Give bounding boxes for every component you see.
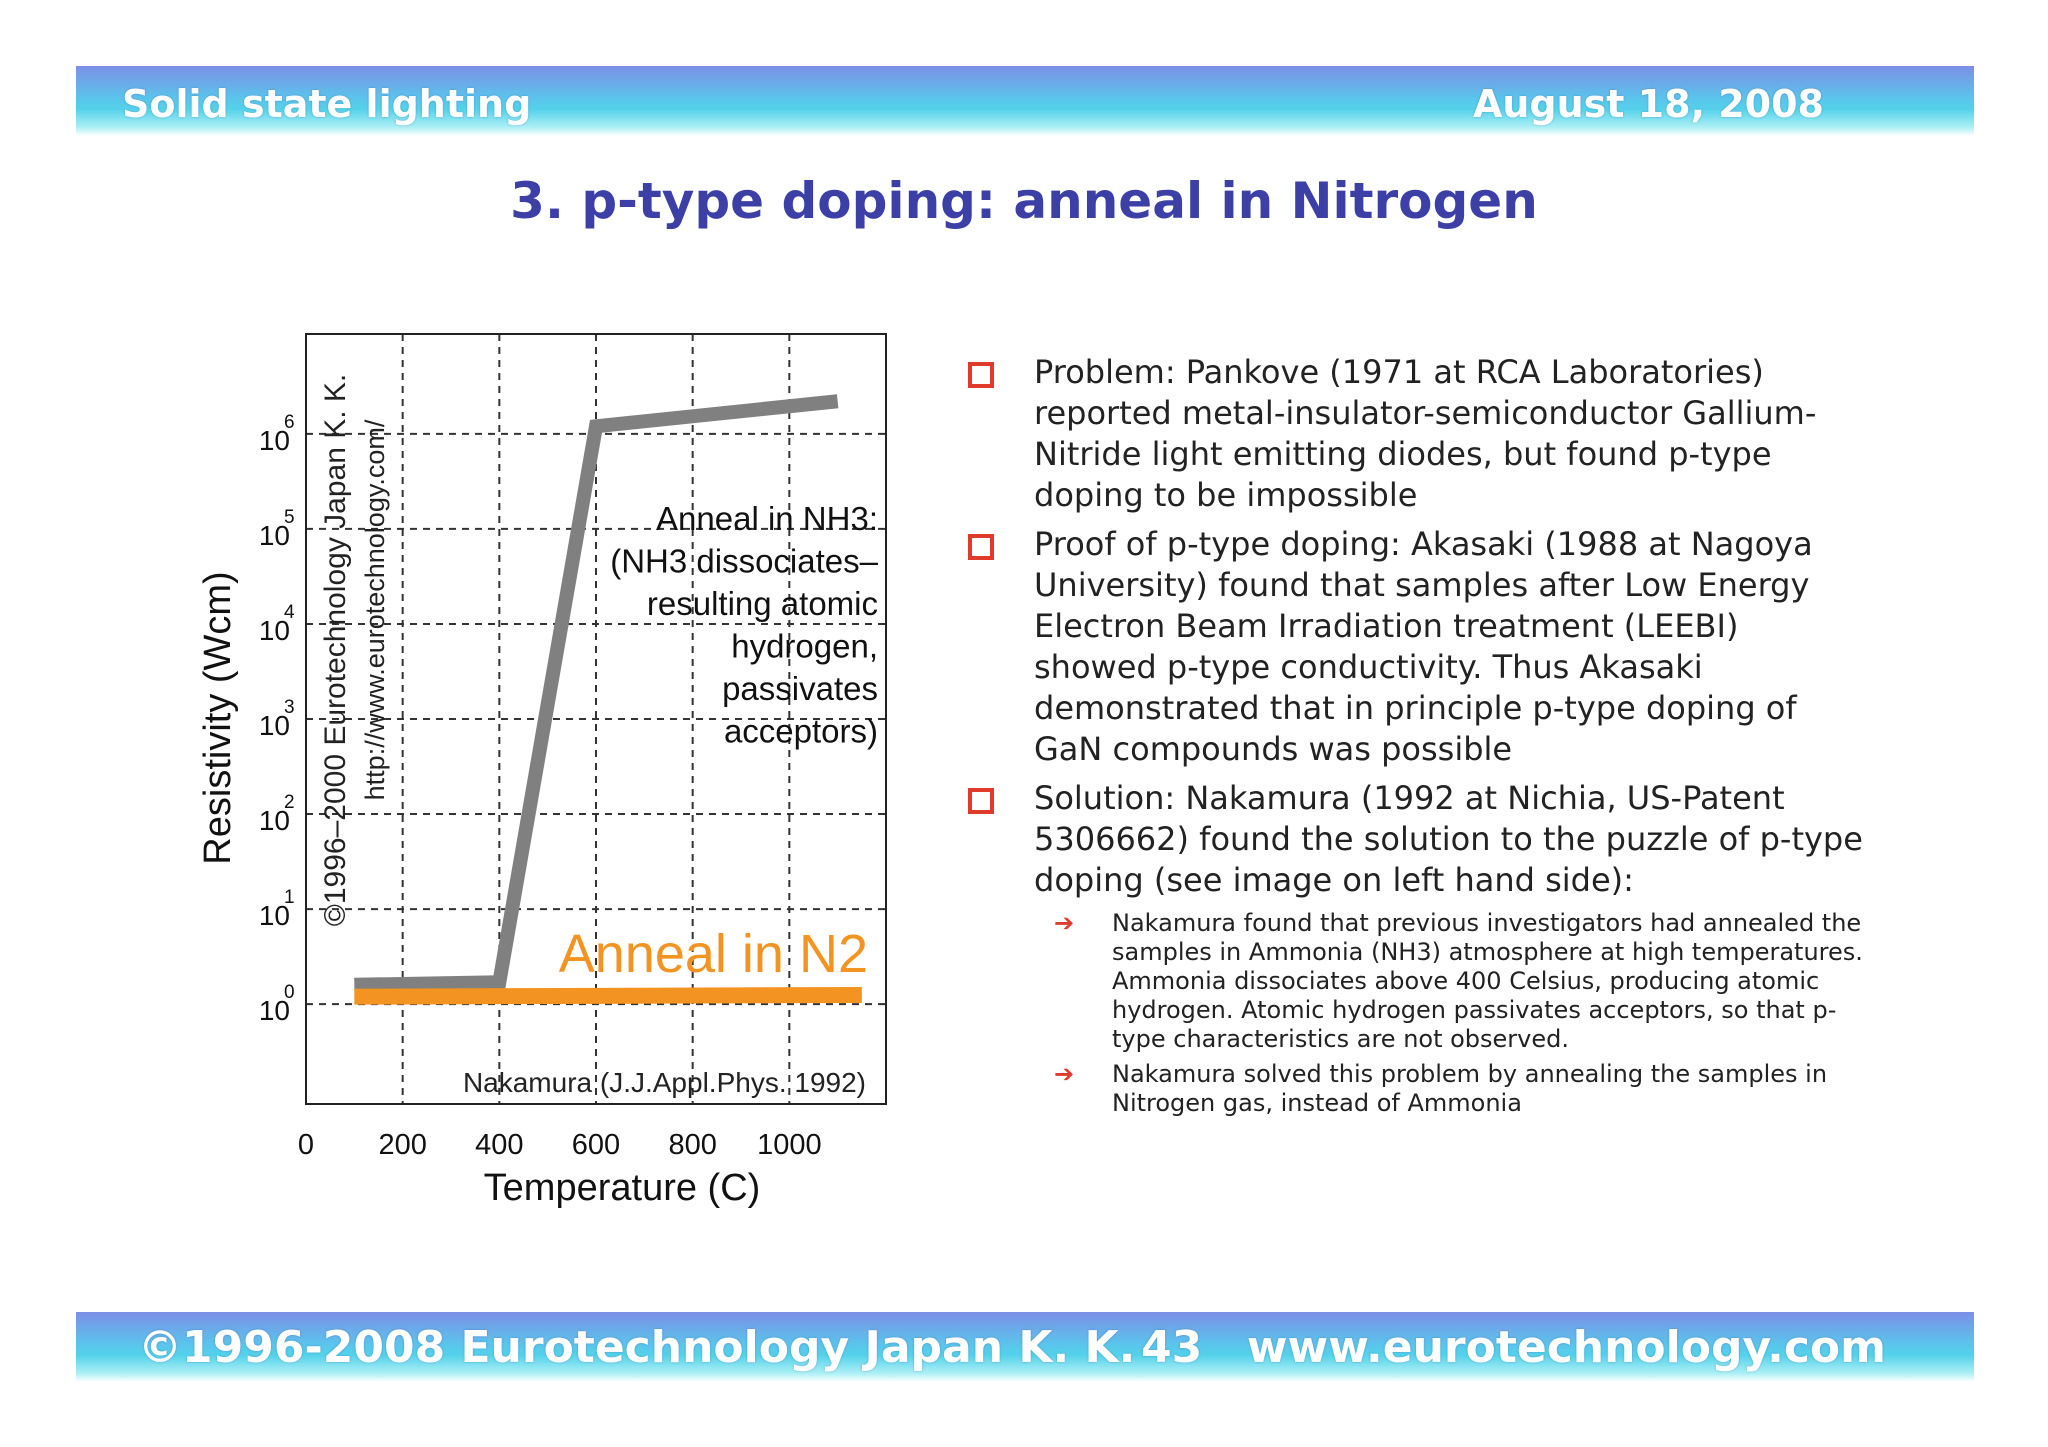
x-tick-label: 0 (297, 1129, 315, 1161)
y-tick-exponent: 4 (284, 601, 295, 623)
bullet-text: Proof of p-type doping: Akasaki (1988 at Nagoya University) found that samples after Low Energy Electron Beam Irradiation treatment (LEEBI) showed p-type conductivity. Thus Akasaki demonstrated that in principle p-type doping of GaN compounds was possible (1034, 525, 1813, 768)
square-bullet-icon (968, 362, 994, 388)
square-bullet-icon (968, 534, 994, 560)
chart-url-text: http://www.eurotechnology.com/ (360, 419, 390, 801)
page-number: 43 (1141, 1322, 1203, 1373)
y-tick-label: 10 (258, 995, 290, 1027)
y-tick-label: 10 (258, 614, 290, 646)
sub-bullet-text: Nakamura solved this problem by annealing the samples in Nitrogen gas, instead of Ammonia (1112, 1060, 1828, 1117)
chart-copyright-text: ©1996–2000 Eurotechnology Japan K. K. (319, 373, 352, 927)
y-tick-exponent: 3 (284, 697, 295, 718)
bullet-list (968, 352, 1868, 1118)
sub-bullet (968, 1060, 1868, 1118)
y-tick-exponent: 6 (284, 411, 295, 433)
x-tick-label: 200 (378, 1129, 427, 1161)
square-bullet-icon (968, 788, 994, 814)
source-note: Nakamura (J.J.Appl.Phys. 1992) (462, 1067, 866, 1098)
nh3-annotation-line: hydrogen, (731, 627, 878, 665)
y-tick-exponent: 5 (284, 506, 295, 528)
y-tick-label: 10 (258, 900, 290, 932)
x-tick-labels (298, 1129, 822, 1161)
y-tick-exponent: 0 (284, 982, 295, 1004)
y-tick-label: 10 (258, 805, 290, 837)
y-tick-exponent: 2 (284, 792, 295, 814)
x-axis-label: Temperature (C) (483, 1167, 761, 1209)
y-tick-label: 10 (258, 710, 290, 741)
footer-copyright: ©1996-2008 Eurotechnology Japan K. K. (138, 1322, 1136, 1373)
x-tick-label: 400 (475, 1129, 524, 1161)
header-topic: Solid state lighting (122, 82, 532, 126)
n2-annotation: Anneal in N2 (558, 924, 868, 984)
nh3-annotation-line: Anneal in NH3: (656, 500, 878, 537)
nh3-annotation-line: resulting atomic (646, 585, 878, 622)
y-tick-labels (259, 412, 295, 1026)
x-tick-label: 800 (668, 1129, 717, 1161)
series-line-n2 (354, 995, 861, 997)
sub-bullet (968, 909, 1868, 1054)
bullet-solution (968, 778, 1868, 901)
nh3-annotation-line: acceptors) (723, 712, 878, 750)
sub-bullet-text: Nakamura found that previous investigators had annealed the samples in Ammonia (NH3) atmosphere at high temperatures. Ammonia dissociates above 400 Celsius, producing atomic hydrogen. Atomic hydrogen passivates acceptors, so that p-type characteristics are not observed. (1112, 909, 1863, 1053)
nh3-annotation-line: (NH3 dissociates– (610, 542, 878, 580)
header-date: August 18, 2008 (1472, 82, 1824, 126)
y-tick-label: 10 (258, 424, 290, 456)
footer-band (76, 1312, 1974, 1382)
arrow-right-icon: ➔ (1054, 909, 1075, 937)
bullet-proof (968, 524, 1868, 770)
y-tick-label: 10 (258, 519, 290, 551)
y-tick-exponent: 1 (284, 887, 295, 909)
bullet-text: Problem: Pankove (1971 at RCA Laboratories) reported metal-insulator-semiconductor Gallium-Nitride light emitting diodes, but found p-type doping to be impossible (1034, 353, 1817, 514)
bullet-text: Solution: Nakamura (1992 at Nichia, US-Patent 5306662) found the solution to the puzzle of p-type doping (see image on left hand side): (1034, 779, 1863, 899)
nh3-annotation-line: passivates (722, 670, 878, 707)
x-tick-label: 600 (571, 1129, 621, 1161)
y-axis-label: Resistivity (Wcm) (197, 571, 239, 865)
slide-title: 3. p-type doping: anneal in Nitrogen (510, 172, 1538, 230)
footer-website: www.eurotechnology.com (1246, 1322, 1886, 1373)
x-tick-label: 1000 (757, 1129, 822, 1161)
bullet-problem (968, 352, 1868, 516)
arrow-right-icon: ➔ (1054, 1060, 1075, 1088)
